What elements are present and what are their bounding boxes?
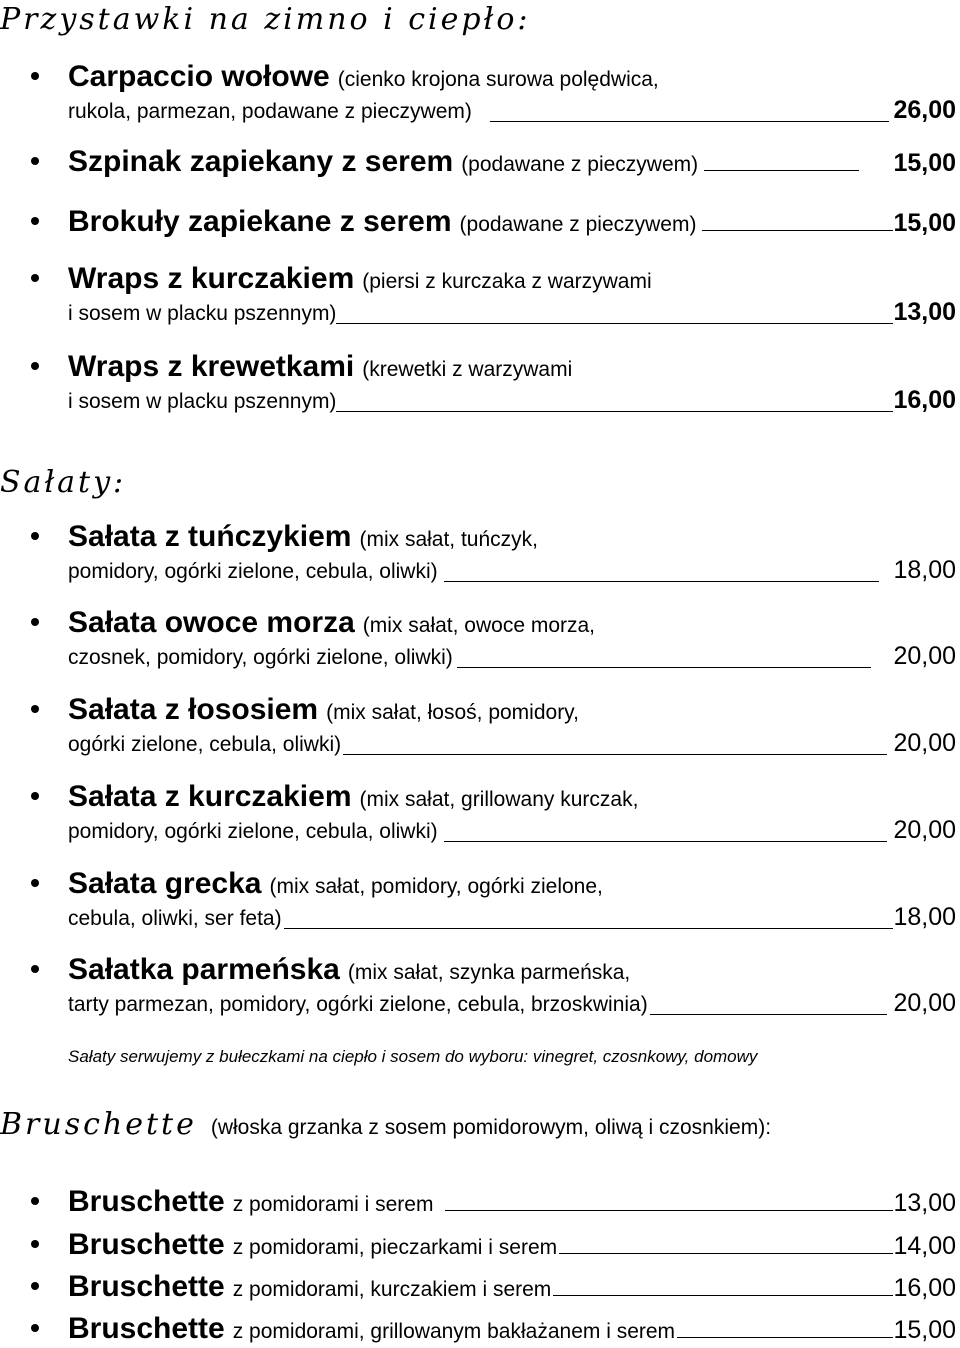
item-description: z pomidorami, kurczakiem i serem bbox=[232, 1278, 552, 1301]
item-description: (mix sałat, szynka parmeńska, bbox=[347, 961, 631, 984]
price-leader bbox=[677, 1337, 893, 1338]
item-price: 20,00 bbox=[893, 816, 956, 844]
item-price: 26,00 bbox=[893, 96, 956, 124]
item-description: (cienko krojona surowa polędwica, bbox=[337, 68, 659, 91]
bullet-icon bbox=[31, 965, 39, 973]
item-description: (mix sałat, pomidory, ogórki zielone, bbox=[269, 875, 603, 898]
item-description-cont: i sosem w placku pszennym) bbox=[68, 302, 337, 325]
item-price: 20,00 bbox=[893, 729, 956, 757]
item-description-cont: ogórki zielone, cebula, oliwki) bbox=[68, 733, 342, 756]
item-price: 13,00 bbox=[893, 298, 956, 326]
item-name: Bruschette bbox=[68, 1185, 225, 1218]
item-description: (mix sałat, grillowany kurczak, bbox=[359, 788, 639, 811]
item-description: z pomidorami i serem bbox=[232, 1193, 434, 1216]
item-description-cont: rukola, parmezan, podawane z pieczywem) bbox=[68, 100, 472, 123]
item-name: Bruschette bbox=[68, 1270, 225, 1303]
menu-item bbox=[0, 350, 956, 422]
item-description-cont: pomidory, ogórki zielone, cebula, oliwki) bbox=[68, 820, 438, 843]
menu-item bbox=[0, 145, 956, 181]
item-price: 20,00 bbox=[893, 642, 956, 670]
section-title-text: Bruschette bbox=[0, 1107, 197, 1142]
price-leader bbox=[702, 230, 893, 231]
item-price: 18,00 bbox=[893, 556, 956, 584]
menu-item bbox=[0, 953, 956, 1025]
item-name: Bruschette bbox=[68, 1228, 225, 1261]
item-price: 14,00 bbox=[893, 1232, 956, 1260]
item-name: Sałata z tuńczykiem bbox=[68, 520, 352, 553]
item-name: Sałata z kurczakiem bbox=[68, 780, 352, 813]
item-description: (krewetki z warzywami bbox=[362, 358, 573, 381]
item-name: Sałatka parmeńska bbox=[68, 953, 340, 986]
item-price: 15,00 bbox=[893, 149, 956, 177]
item-description: (podawane z pieczywem) bbox=[459, 213, 697, 236]
bullet-icon bbox=[31, 792, 39, 800]
item-description-cont: czosnek, pomidory, ogórki zielone, oliwki) bbox=[68, 646, 453, 669]
price-leader bbox=[444, 581, 880, 582]
item-price: 15,00 bbox=[893, 209, 956, 237]
item-name: Sałata owoce morza bbox=[68, 606, 355, 639]
salads-note: Sałaty serwujemy z bułeczkami na ciepło i sosem do wyboru: vinegret, czosnkowy, domowy bbox=[68, 1047, 758, 1066]
menu-item bbox=[0, 60, 956, 132]
menu-item bbox=[0, 693, 956, 765]
item-name: Wraps z krewetkami bbox=[68, 350, 355, 383]
item-name: Sałata grecka bbox=[68, 867, 262, 900]
bullet-icon bbox=[31, 217, 39, 225]
menu-item bbox=[0, 520, 956, 592]
item-description-cont: pomidory, ogórki zielone, cebula, oliwki) bbox=[68, 560, 438, 583]
item-description: z pomidorami, grillowanym bakłażanem i serem bbox=[232, 1320, 676, 1343]
bullet-icon bbox=[31, 705, 39, 713]
item-description: (mix sałat, owoce morza, bbox=[362, 614, 596, 637]
bullet-icon bbox=[31, 1197, 39, 1205]
item-price: 18,00 bbox=[893, 903, 956, 931]
item-description: (podawane z pieczywem) bbox=[461, 153, 699, 176]
bullet-icon bbox=[31, 618, 39, 626]
bullet-icon bbox=[31, 157, 39, 165]
menu-item bbox=[0, 1312, 956, 1348]
item-price: 16,00 bbox=[893, 386, 956, 414]
item-price: 13,00 bbox=[893, 1189, 956, 1217]
item-name: Bruschette bbox=[68, 1312, 225, 1345]
price-leader bbox=[284, 928, 894, 929]
price-leader bbox=[704, 170, 859, 171]
menu-item bbox=[0, 867, 956, 939]
bullet-icon bbox=[31, 362, 39, 370]
price-leader bbox=[490, 121, 890, 122]
bullet-icon bbox=[31, 1324, 39, 1332]
menu-item bbox=[0, 1270, 956, 1306]
menu-item bbox=[0, 205, 956, 241]
price-leader bbox=[457, 667, 872, 668]
item-description-cont: tarty parmezan, pomidory, ogórki zielone, cebula, brzoskwinia) bbox=[68, 993, 648, 1016]
menu-item bbox=[0, 1185, 956, 1221]
price-leader bbox=[553, 1295, 893, 1296]
item-name: Sałata z łososiem bbox=[68, 693, 319, 726]
bullet-icon bbox=[31, 532, 39, 540]
section-note: (włoska grzanka z sosem pomidorowym, oliwą i czosnkiem): bbox=[210, 1116, 772, 1139]
item-description: (piersi z kurczaka z warzywami bbox=[362, 270, 652, 293]
item-price: 15,00 bbox=[893, 1316, 956, 1344]
item-price: 16,00 bbox=[893, 1274, 956, 1302]
item-description-cont: cebula, oliwki, ser feta) bbox=[68, 907, 282, 930]
item-price: 20,00 bbox=[893, 989, 956, 1017]
item-description: z pomidorami, pieczarkami i serem bbox=[232, 1236, 558, 1259]
bullet-icon bbox=[31, 879, 39, 887]
bullet-icon bbox=[31, 274, 39, 282]
item-description-cont: i sosem w placku pszennym) bbox=[68, 390, 337, 413]
item-name: Carpaccio wołowe bbox=[68, 60, 330, 93]
menu-item bbox=[0, 262, 956, 334]
item-name: Brokuły zapiekane z serem bbox=[68, 205, 452, 238]
menu-item bbox=[0, 1228, 956, 1264]
section-title-appetizers: Przystawki na zimno i ciepło: bbox=[0, 2, 531, 37]
bullet-icon bbox=[31, 1282, 39, 1290]
price-leader bbox=[336, 323, 893, 324]
price-leader bbox=[445, 1210, 893, 1211]
price-leader bbox=[559, 1253, 893, 1254]
menu-item bbox=[0, 606, 956, 678]
menu-item bbox=[0, 780, 956, 852]
bullet-icon bbox=[31, 72, 39, 80]
item-name: Szpinak zapiekany z serem bbox=[68, 145, 454, 178]
section-title-bruschette bbox=[0, 1107, 771, 1142]
item-name: Wraps z kurczakiem bbox=[68, 262, 355, 295]
item-description: (mix sałat, tuńczyk, bbox=[359, 528, 538, 551]
bullet-icon bbox=[31, 1240, 39, 1248]
price-leader bbox=[336, 411, 893, 412]
price-leader bbox=[444, 841, 888, 842]
price-leader bbox=[650, 1014, 888, 1015]
section-title-salads: Sałaty: bbox=[0, 465, 127, 500]
item-description: (mix sałat, łosoś, pomidory, bbox=[326, 701, 579, 724]
price-leader bbox=[343, 754, 887, 755]
